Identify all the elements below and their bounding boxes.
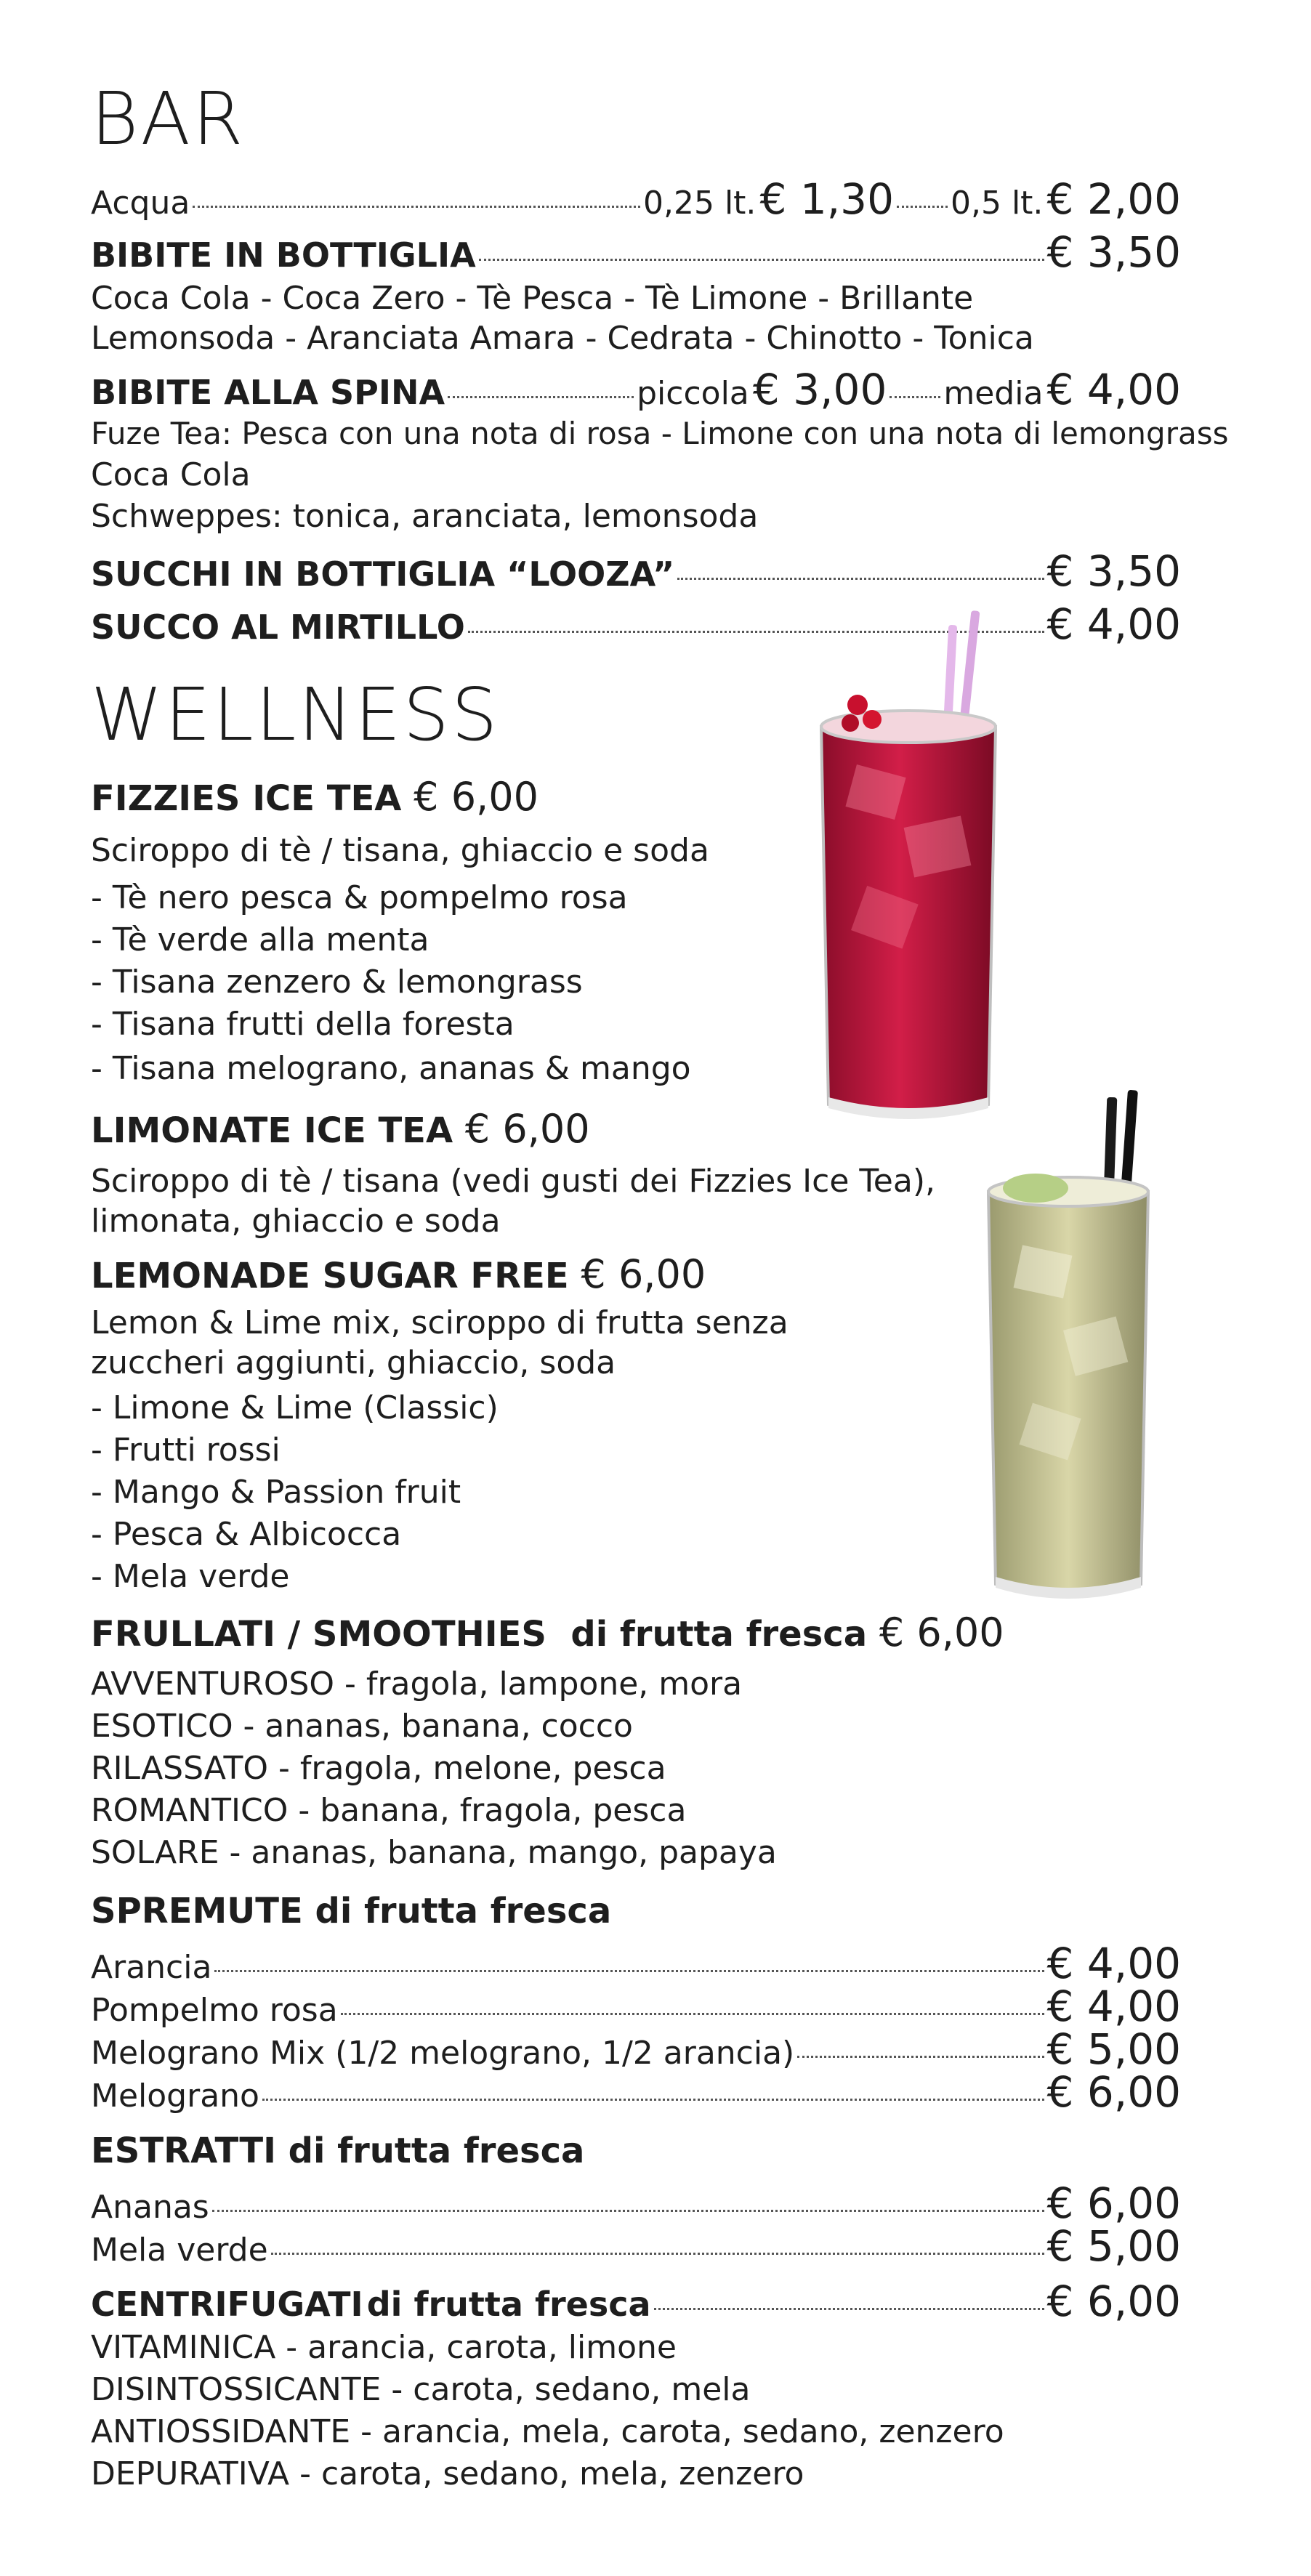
bibite-spina-row: [91, 365, 1181, 414]
dot-leader: [890, 396, 940, 398]
dot-leader: [897, 206, 948, 208]
list-item: RILASSATO - fragola, melone, pesca: [91, 1750, 666, 1787]
list-item: DEPURATIVA - carota, sedano, mela, zenzero: [91, 2455, 804, 2492]
limonate-label: LIMONATE ICE TEA: [91, 1110, 453, 1151]
mirtillo-price: € 4,00: [1046, 599, 1181, 649]
fizzies-price: € 6,00: [414, 774, 538, 820]
item-name: Melograno Mix (1/2 melograno, 1/2 arancia): [91, 2035, 795, 2072]
lemonade-label: LEMONADE SUGAR FREE: [91, 1256, 569, 1296]
list-item: DISINTOSSICANTE - carota, sedano, mela: [91, 2371, 751, 2408]
list-item: - Tisana melograno, ananas & mango: [91, 1050, 691, 1087]
dot-leader: [271, 2253, 1044, 2255]
item-name: Arancia: [91, 1949, 212, 1986]
bibite-bottiglia-label: BIBITE IN BOTTIGLIA: [91, 235, 476, 275]
list-item: SOLARE - ananas, banana, mango, papaya: [91, 1834, 777, 1871]
dot-leader: [214, 1970, 1044, 1972]
item-price: € 4,00: [1046, 1982, 1181, 2031]
lemonade-desc2: zuccheri aggiunti, ghiaccio, soda: [91, 1344, 616, 1381]
list-item: AVVENTUROSO - fragola, lampone, mora: [91, 1665, 743, 1703]
bibite-spina-label: BIBITE ALLA SPINA: [91, 373, 445, 412]
item-price: € 5,00: [1046, 2221, 1181, 2271]
list-item: ROMANTICO - banana, fragola, pesca: [91, 1792, 687, 1829]
item-price: € 6,00: [1046, 2067, 1181, 2117]
mirtillo-label: SUCCO AL MIRTILLO: [91, 607, 465, 647]
dot-leader: [262, 2099, 1044, 2101]
bar-title: BAR: [91, 76, 246, 161]
spremute-label2: di frutta fresca: [315, 1891, 612, 1931]
list-item: - Pesca & Albicocca: [91, 1516, 402, 1553]
table-row: [91, 1939, 1181, 1988]
table-row: [91, 2024, 1181, 2074]
frullati-price: € 6,00: [879, 1610, 1004, 1655]
centrifugati-price: € 6,00: [1046, 2277, 1181, 2326]
bibite-spina-size1: piccola: [637, 375, 749, 412]
dot-leader: [677, 578, 1044, 580]
list-item: - Mango & Passion fruit: [91, 1474, 461, 1511]
item-price: € 4,00: [1046, 1939, 1181, 1988]
acqua-size2: 0,5 lt.: [950, 185, 1044, 222]
frullati-heading: [91, 1610, 1004, 1655]
lemonade-price: € 6,00: [581, 1251, 706, 1297]
bibite-bottiglia-price: € 3,50: [1046, 227, 1181, 277]
table-row: [91, 2179, 1181, 2228]
item-name: Pompelmo rosa: [91, 1992, 338, 2029]
lemonade-drink-image: [967, 1090, 1170, 1599]
centrifugati-row: [91, 2277, 1181, 2326]
bibite-bottiglia-line2: Lemonsoda - Aranciata Amara - Cedrata - Chinotto - Tonica: [91, 320, 1034, 357]
bibite-bottiglia-line1: Coca Cola - Coca Zero - Tè Pesca - Tè Limone - Brillante: [91, 280, 974, 317]
red-drink-image: [807, 603, 1010, 1126]
succhi-price: € 3,50: [1046, 546, 1181, 596]
dot-leader: [654, 2308, 1044, 2310]
list-item: - Limone & Lime (Classic): [91, 1389, 499, 1426]
estratti-label: ESTRATTI: [91, 2131, 276, 2171]
list-item: ANTIOSSIDANTE - arancia, mela, carota, sedano, zenzero: [91, 2413, 1004, 2450]
limonate-price: € 6,00: [464, 1106, 590, 1152]
acqua-label: Acqua: [91, 185, 190, 222]
item-price: € 6,00: [1046, 2179, 1181, 2228]
list-item: VITAMINICA - arancia, carota, limone: [91, 2329, 677, 2366]
table-row: [91, 2067, 1181, 2117]
list-item: - Tisana frutti della foresta: [91, 1006, 515, 1043]
bibite-spina-size2: media: [943, 375, 1044, 412]
item-name: Melograno: [91, 2078, 259, 2115]
spremute-heading: [91, 1891, 611, 1931]
limonate-desc1: Sciroppo di tè / tisana (vedi gusti dei Fizzies Ice Tea),: [91, 1163, 935, 1200]
dot-leader: [479, 259, 1044, 261]
table-row: [91, 2221, 1181, 2271]
centrifugati-label: CENTRIFUGATI: [91, 2285, 363, 2324]
dot-leader: [448, 396, 634, 398]
dot-leader: [797, 2056, 1044, 2058]
limonate-desc2: limonata, ghiaccio e soda: [91, 1203, 501, 1240]
list-item: - Tè nero pesca & pompelmo rosa: [91, 879, 628, 916]
limonate-heading: [91, 1106, 590, 1152]
item-price: € 5,00: [1046, 2024, 1181, 2074]
list-item: - Tè verde alla menta: [91, 921, 429, 958]
acqua-price1: € 1,30: [759, 174, 894, 224]
acqua-size1: 0,25 lt.: [642, 185, 757, 222]
list-item: - Tisana zenzero & lemongrass: [91, 964, 583, 1001]
list-item: - Mela verde: [91, 1558, 290, 1595]
succhi-row: [91, 546, 1181, 596]
mirtillo-row: [91, 599, 1181, 649]
acqua-row: [91, 174, 1181, 224]
bibite-spina-price1: € 3,00: [752, 365, 887, 414]
bibite-bottiglia-row: [91, 227, 1181, 277]
bibite-spina-price2: € 4,00: [1046, 365, 1181, 414]
fizzies-heading: [91, 774, 538, 820]
acqua-price2: € 2,00: [1046, 174, 1181, 224]
lemonade-heading: [91, 1251, 706, 1297]
fizzies-desc: Sciroppo di tè / tisana, ghiaccio e soda: [91, 832, 709, 869]
table-row: [91, 1982, 1181, 2031]
frullati-label: FRULLATI / SMOOTHIES: [91, 1614, 546, 1655]
bibite-spina-line3: Schweppes: tonica, aranciata, lemonsoda: [91, 498, 759, 535]
list-item: ESOTICO - ananas, banana, cocco: [91, 1708, 633, 1745]
bibite-spina-line2: Coca Cola: [91, 456, 251, 493]
estratti-heading: [91, 2131, 584, 2171]
dot-leader: [212, 2210, 1044, 2212]
wellness-title: WELLNESS: [91, 672, 500, 757]
fizzies-label: FIZZIES ICE TEA: [91, 778, 402, 819]
item-name: Ananas: [91, 2189, 209, 2226]
bibite-spina-line1: Fuze Tea: Pesca con una nota di rosa - Limone con una nota di lemongrass: [91, 416, 1229, 451]
centrifugati-label2: di frutta fresca: [366, 2285, 651, 2324]
item-name: Mela verde: [91, 2232, 268, 2269]
succhi-label: SUCCHI IN BOTTIGLIA “LOOZA”: [91, 554, 675, 594]
lemonade-desc1: Lemon & Lime mix, sciroppo di frutta senza: [91, 1304, 788, 1341]
list-item: - Frutti rossi: [91, 1432, 281, 1469]
spremute-label: SPREMUTE: [91, 1891, 303, 1931]
dot-leader: [193, 206, 640, 208]
frullati-label2: di frutta fresca: [570, 1614, 868, 1655]
estratti-label2: di frutta fresca: [288, 2131, 585, 2171]
dot-leader: [341, 2013, 1044, 2015]
